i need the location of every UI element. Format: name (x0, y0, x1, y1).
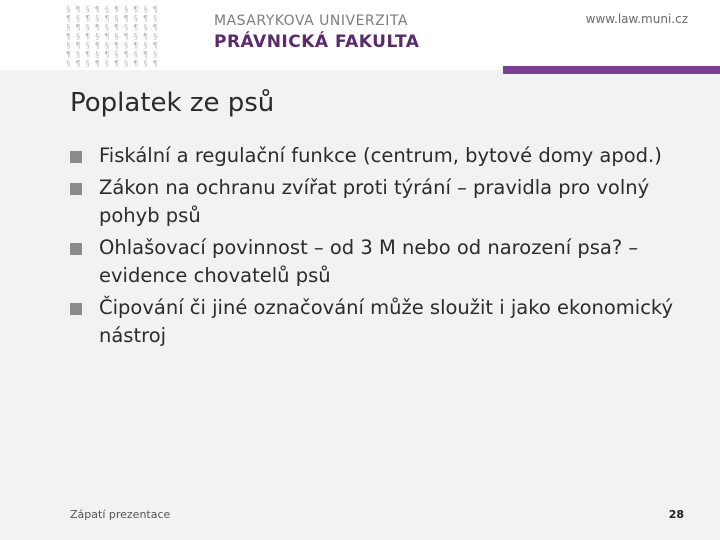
page-number: 28 (668, 508, 684, 521)
svg-text:¶ § ¶ § ¶ § ¶ § ¶ §: ¶ § ¶ § ¶ § ¶ § ¶ § (66, 14, 158, 23)
bullet-square-icon (70, 303, 82, 315)
website-url: www.law.muni.cz (585, 12, 688, 26)
svg-text:¶ § ¶ § ¶ § ¶ § ¶ §: ¶ § ¶ § ¶ § ¶ § ¶ § (66, 32, 158, 41)
bullet-square-icon (70, 151, 82, 163)
slide-header (0, 0, 720, 70)
university-name: MASARYKOVA UNIVERZITA (214, 13, 408, 29)
bullet-item (70, 142, 690, 170)
header-accent-bar (503, 66, 720, 74)
law-symbols-pattern-icon (64, 4, 182, 68)
bullet-item (70, 234, 690, 290)
bullet-text: Ohlašovací povinnost – od 3 M nebo od narození psa? – evidence chovatelů psů (99, 236, 639, 287)
bullet-square-icon (70, 183, 82, 195)
svg-text:¶ § ¶ § ¶ § ¶ § ¶ §: ¶ § ¶ § ¶ § ¶ § ¶ § (66, 50, 158, 59)
bullet-item (70, 174, 690, 230)
bullet-text: Čipování či jiné označování může sloužit i jako ekonomický nástroj (99, 296, 674, 347)
bullet-square-icon (70, 243, 82, 255)
svg-text:§ ¶ § ¶ § ¶ § ¶ § ¶: § ¶ § ¶ § ¶ § ¶ § ¶ (66, 59, 158, 68)
slide-title: Poplatek ze psů (70, 88, 275, 118)
svg-text:§ ¶ § ¶ § ¶ § ¶ § ¶: § ¶ § ¶ § ¶ § ¶ § ¶ (66, 5, 158, 14)
faculty-name: PRÁVNICKÁ FAKULTA (214, 32, 420, 52)
bullet-item (70, 294, 690, 350)
bullet-text: Fiskální a regulační funkce (centrum, bytové domy apod.) (99, 144, 662, 167)
footer-text: Zápatí prezentace (70, 508, 171, 521)
bullet-text: Zákon na ochranu zvířat proti týrání – pravidla pro volný pohyb psů (99, 176, 650, 227)
svg-text:§ ¶ § ¶ § ¶ § ¶ § ¶: § ¶ § ¶ § ¶ § ¶ § ¶ (66, 23, 158, 32)
bullet-list (70, 142, 690, 354)
svg-text:§ ¶ § ¶ § ¶ § ¶ § ¶: § ¶ § ¶ § ¶ § ¶ § ¶ (66, 41, 158, 50)
